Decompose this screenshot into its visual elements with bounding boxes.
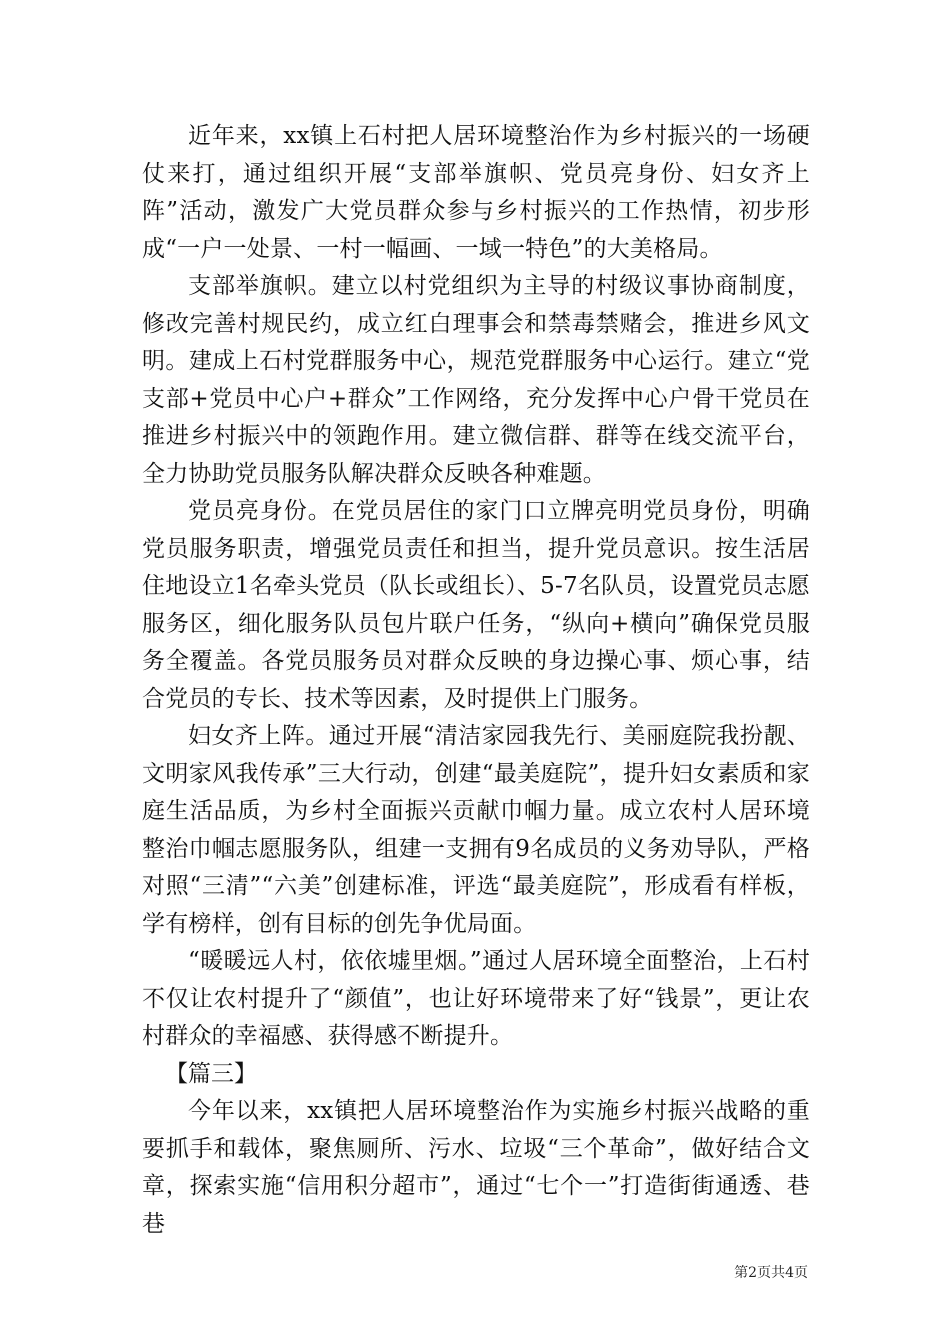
section-heading: 【篇三】	[165, 1060, 257, 1087]
paragraph-conclusion: “暖暖远人村，依依墟里烟。”通过人居环境全面整治，上石村不仅让农村提升了“颜值”，也让好环境带来了好“钱景”，更让农村群众的幸福感、获得感不断提升。	[142, 948, 810, 1049]
document-body	[142, 118, 810, 1243]
paragraph-women-action: 妇女齐上阵。通过开展“清洁家园我先行、美丽庭院我扮靓、文明家风我传承”三大行动，创建“最美庭院”，提升妇女素质和家庭生活品质，为乡村全面振兴贡献巾帼力量。成立农村人居环境整治巾帼志愿服务队，组建一支拥有9名成员的义务劝导队，严格对照“三清”“六美”创建标准，评选“最美庭院”，形成看有样板，学有榜样，创有目标的创先争优局面。	[142, 723, 810, 937]
page-number-footer: 第2页共4页	[734, 1265, 808, 1281]
paragraph-section-three: 今年以来，xx镇把人居环境整治作为实施乡村振兴战略的重要抓手和载体，聚焦厕所、污水、垃圾“三个革命”，做好结合文章，探索实施“信用积分超市”，通过“七个一”打造街街通透、巷巷	[142, 1098, 810, 1237]
paragraph-member-identity: 党员亮身份。在党员居住的家门口立牌亮明党员身份，明确党员服务职责，增强党员责任和担当，提升党员意识。按生活居住地设立1名牵头党员（队长或组长）、5-7名队员，设置党员志愿服务区，细化服务队员包片联户任务，“纵向+横向”确保党员服务全覆盖。各党员服务员对群众反映的身边操心事、烦心事，结合党员的专长、技术等因素，及时提供上门服务。	[142, 498, 810, 712]
paragraph-intro: 近年来，xx镇上石村把人居环境整治作为乡村振兴的一场硬仗来打，通过组织开展“支部举旗帜、党员亮身份、妇女齐上阵”活动，激发广大党员群众参与乡村振兴的工作热情，初步形成“一户一处景、一村一幅画、一域一特色”的大美格局。	[142, 123, 810, 262]
paragraph-branch-flag: 支部举旗帜。建立以村党组织为主导的村级议事协商制度，修改完善村规民约，成立红白理事会和禁毒禁赌会，推进乡风文明。建成上石村党群服务中心，规范党群服务中心运行。建立“党支部+党员中心户+群众”工作网络，充分发挥中心户骨干党员在推进乡村振兴中的领跑作用。建立微信群、群等在线交流平台，全力协助党员服务队解决群众反映各种难题。	[142, 273, 810, 487]
